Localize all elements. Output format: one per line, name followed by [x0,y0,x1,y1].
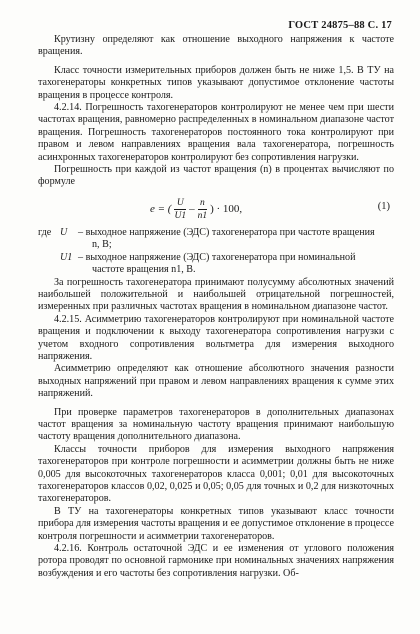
paragraph: В ТУ на тахогенераторы конкретных типов указывают класс точности прибора для измерения частоты вращения и ее допустимое отклонение в процессе контроля погрешности и асимметрии тахогенераторов. [38,505,394,542]
formula [38,193,394,223]
definition-text [78,227,394,252]
formula-minus: – [189,203,195,216]
fraction-denominator: n1 [197,210,208,221]
paragraph: 4.2.16. Контроль остаточной ЭДС и ее изменения от углового положения ротора проводят по основной гармонике при номинальных значениях напряжения возбуждения и его частоты без сопротивления нагрузки. Об- [38,543,394,579]
definition-text [78,252,394,277]
fraction-numerator: U [176,197,184,208]
fraction-denominator: U1 [174,210,187,221]
paragraph: За погрешность тахогенератора принимают полусумму абсолютных значений наибольшей положительной и наибольшей отрицательной погрешностей, измеренных при различных частотах вращения в номинальном диапазоне частот. [38,276,394,313]
definition-prefix [38,252,60,277]
text-block-bottom [38,277,394,581]
definition-symbol: U [60,226,68,238]
formula-expression [150,198,242,221]
paragraph: 4.2.14. Погрешность тахогенераторов контролируют не менее чем при шести частотах вращения, равномерно распределенных в номинальном диапазоне частот вращения. Погрешность тахогенераторов постоянного тока контролируют при правом и левом направлениях вращения вала тахогенератора, погрешность асинхронных тахогенераторов контролируют без сопротивления нагрузки. [38,102,394,163]
definition-continuation: частоте вращения n1, В. [92,264,196,276]
page-header: ГОСТ 24875–88 С. 17 [288,20,392,31]
definition-line: – выходное напряжение (ЭДС) тахогенератора при частоте вращения [78,226,375,238]
formula-rhs: ) · 100, [210,203,243,216]
definition-symbol: U1 [60,251,73,263]
paragraph: Погрешность при каждой из частот вращения (n) в процентах вычисляют по формуле [38,164,394,188]
fraction-u [174,198,186,221]
formula-lhs: e = ( [150,203,172,216]
definition-prefix: где [38,226,52,238]
definition-continuation: n, В; [92,239,112,251]
formula-number: (1) [377,200,390,212]
paragraph: 4.2.15. Асимметрию тахогенераторов контролируют при номинальной частоте вращения и подключении к выходу тахогенератора сопротивления нагрузки с учетом входного сопротивления вольтметра для измерения выходного напряжения. [38,313,394,362]
paragraph: Крутизну определяют как отношение выходного напряжения к частоте вращения. [38,34,394,58]
definition-item [38,252,394,277]
fraction-numerator: n [199,197,205,208]
paragraph: Классы точности приборов для измерения выходного напряжения тахогенераторов при контроле погрешности и асимметрии должны быть не ниже 0,005 для высокоточных тахогенераторов класса 0,001; 0,01 для высокоточных тахогенераторов классов 0,02, 0,025 и 0,05; 0,05 для точных и 0,2 для низкоточных тахогенераторов. [38,443,394,505]
fraction-n [198,198,208,221]
definition-item [38,227,394,252]
definitions [38,227,394,277]
paragraph: Класс точности измерительных приборов должен быть не ниже 1,5. В ТУ на тахогенераторы конкретных типов указывают допустимое отклонение частоты вращения в процессе контроля. [38,64,394,101]
paragraph: Асимметрию определяют как отношение абсолютного значения разности выходных напряжений при правом и левом направлениях вращения к сумме этих напряжений. [38,363,394,400]
definition-line: – выходное напряжение (ЭДС) тахогенератора при номинальной [78,251,356,263]
text-block-top [38,34,394,189]
paragraph: При проверке параметров тахогенераторов в дополнительных диапазонах частот вращения за номинальную частоту вращения принимают наибольшую частоту вращения дополнительного диапазона. [38,406,394,443]
